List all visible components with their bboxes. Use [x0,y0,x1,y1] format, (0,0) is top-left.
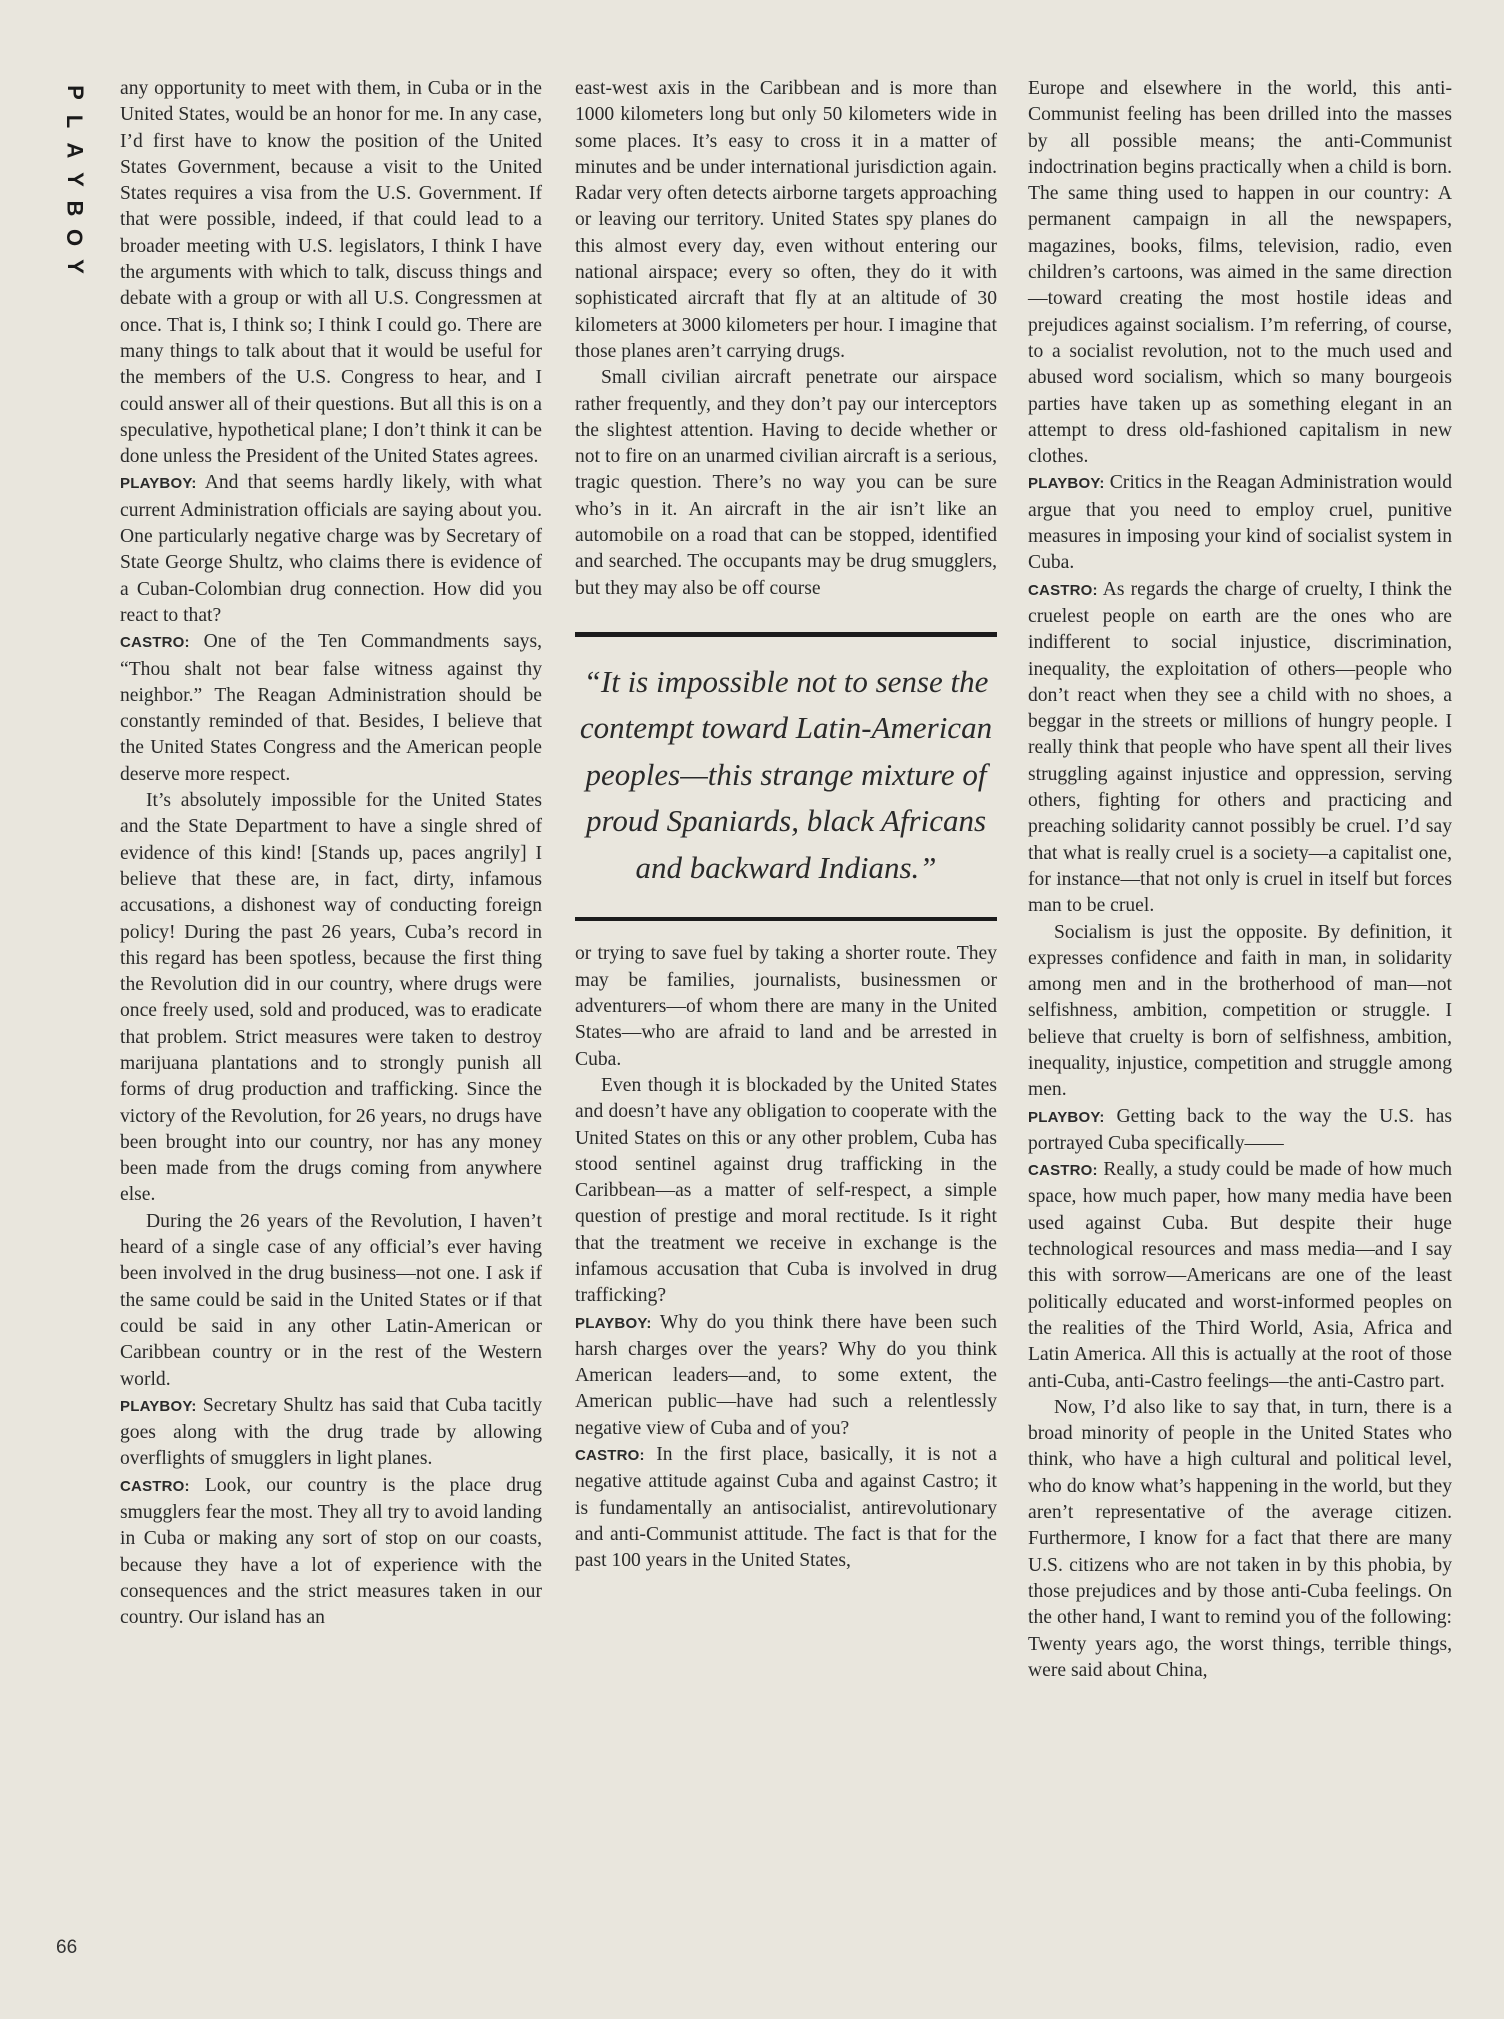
paragraph-text: It’s absolutely impossible for the United States and the State Department to have a single shred of evidence of this kind! [Stands up, paces angrily] I believe that these are, in fact, dirty, infamous accusations, a dishonest way of conducting foreign policy! During the past 26 years, Cuba’s record in this regard has been spotless, because the first thing the Revolution did in our country, where drugs were once freely used, sold and produced, was to eradicate that problem. Strict measures were taken to destroy marijuana plantations and to strongly punish all forms of drug production and trafficking. Since the victory of the Revolution, for 26 years, no drugs have been brought into our country, nor has any money been made from the drugs coming from anywhere else. [120,790,542,1206]
speaker-label: PLAYBOY: [1028,475,1105,493]
speaker-label: PLAYBOY: [575,1314,652,1332]
paragraph [1028,920,1452,1104]
speaker-label: CASTRO: [1028,1162,1098,1180]
interview-exchange [120,470,542,629]
paragraph-text: Europe and elsewhere in the world, this anti-Communist feeling has been drilled into the masses by all possible means; the anti-Communist indoctrination begins practically when a child is born. The same thing used to happen in our country: A permanent campaign in all the newspapers, magazines, books, films, television, radio, even children’s cartoons, was aimed in the same direction—toward creating the most hostile ideas and prejudices against socialism. I’m referring, of course, to a socialist revolution, not to the much used and abused word socialism, which so many bourgeois parties have taken up as something elegant in an attempt to dress old-fashioned capitalism in new clothes. [1028,78,1452,468]
speaker-label: CASTRO: [120,1477,190,1495]
paragraph-text: Really, a study could be made of how much space, how much paper, how many media have been used against Cuba. But despite their huge technological resources and mass media—and I say this with sorrow—Americans are one of the least politically educated and worst-informed peoples on the realities of the Third World, Asia, Africa and Latin America. All this is actually at the root of those anti-Cuba, anti-Castro feelings—the anti-Castro part. [1028,1159,1452,1392]
speaker-label: PLAYBOY: [1028,1108,1105,1126]
interview-exchange [1028,470,1452,576]
paragraph-text: or trying to save fuel by taking a shorter route. They may be families, journalists, businessmen or adventurers—of whom there are many in the United States—who are afraid to land and be arrested in Cuba. [575,943,997,1070]
paragraph-text: Now, I’d also like to say that, in turn, there is a broad minority of people in the United States who think, who have a high cultural and political level, who do know what’s happening in the world, but they aren’t representative of the average citizen. Furthermore, I know for a fact that there are many U.S. citizens who are not taken in by this phobia, by those prejudices and by those anti-Cuba feelings. On the other hand, I want to remind you of the following: Twenty years ago, the worst things, terrible things, were said about China, [1028,1396,1452,1681]
column-2-bottom-text [575,941,997,1574]
column-2-top-text [575,76,997,602]
running-head-letter: L [62,114,88,129]
running-head-letter: P [62,85,88,100]
running-head-letter: O [62,228,88,247]
paragraph [575,76,997,365]
paragraph-text: east-west axis in the Caribbean and is more than 1000 kilometers long but only 50 kilometers wide in some places. It’s easy to cross it in a matter of minutes and be under international jurisdiction again. Radar very often detects airborne targets approaching or leaving our territory. United States spy planes do this almost every day, even without entering our national airspace; every so often, they do it with sophisticated aircraft that fly at an altitude of 30 kilometers at 3000 kilometers per hour. I imagine that those planes aren’t carrying drugs. [575,78,997,362]
paragraph-text: Secretary Shultz has said that Cuba tacitly goes along with the drug trade by allowing overflights of smugglers in light planes. [120,1394,542,1470]
paragraph-text: any opportunity to meet with them, in Cuba or in the United States, would be an honor for me. In any case, I’d first have to know the position of the United States Government, because a visit to the United States requires a visa from the U.S. Government. If that were possible, indeed, if that could lead to a broader meeting with U.S. legislators, I think I have the arguments with which to talk, discuss things and debate with a group or with all U.S. Congressmen at once. That is, I think so; I think I could go. There are many things to talk about that it would be useful for the members of the U.S. Congress to hear, and I could answer all of their questions. But all this is on a speculative, hypothetical plane; I don’t think it can be done unless the President of the United States agrees. [120,78,542,468]
running-head-letter: Y [62,259,88,274]
running-head [54,78,90,281]
column-1-text [120,76,542,1632]
paragraph [120,788,542,1209]
paragraph [575,365,997,602]
paragraph-text: Getting back to the way the U.S. has portrayed Cuba specifically—— [1028,1105,1452,1154]
paragraph-text: In the first place, basically, it is not a negative attitude against Cuba and against Castro; it is fundamentally an antisocialist, antirevolutionary and anti-Communist attitude. The fact is that for the past 100 years in the United States, [575,1444,997,1572]
speaker-label: PLAYBOY: [120,475,197,493]
running-head-letter: Y [62,172,88,187]
paragraph-text: Socialism is just the opposite. By definition, it expresses confidence and faith in man, in solidarity among men and in the brotherhood of man—not selfishness, ambition, competition or struggle. I believe that cruelty is born of selfishness, ambition, inequality, injustice, competition and struggle among men. [1028,921,1452,1101]
interview-exchange [1028,1104,1452,1158]
interview-exchange [120,629,542,788]
paragraph-text: Critics in the Reagan Administration would argue that you need to employ cruel, punitive measures in imposing your kind of socialist system in Cuba. [1028,472,1452,574]
column-3-text [1028,76,1452,1684]
paragraph [1028,76,1452,470]
paragraph-text: Small civilian aircraft penetrate our airspace rather frequently, and they don’t pay our interceptors the slightest attention. Having to decide whether or not to fire on an unarmed civilian aircraft is a serious, tragic question. There’s no way you can be sure who’s in it. An aircraft in the air isn’t like an automobile on a road that can be stopped, identified and searched. The occupants may be drug smugglers, but they may also be off course [575,367,997,599]
column-2 [575,76,997,1575]
running-head-letter: A [62,142,88,159]
paragraph-text: Even though it is blockaded by the United States and doesn’t have any obligation to cooperate with the United States on this or any other problem, Cuba has stood sentinel against drug trafficking in the Caribbean—as a matter of self-respect, a simple question of prestige and moral rectitude. Is it right that the treatment we receive in exchange is the infamous accusation that Cuba is involved in drug trafficking? [575,1074,997,1307]
interview-exchange [120,1473,542,1632]
paragraph-text: Look, our country is the place drug smugglers fear the most. They all try to avoid landing in Cuba or making any sort of stop on our coasts, because they have a lot of experience with the consequences and the strict measures taken in our country. Our island has an [120,1474,542,1629]
pull-quote: “It is impossible not to sense the contempt toward Latin-American peoples—this strange mixture of proud Spaniards, black Africans and backward Indians.” [575,632,997,922]
paragraph-text: As regards the charge of cruelty, I think the cruelest people on earth are the ones who are indifferent to social injustice, discrimination, inequality, the exploitation of others—people who don’t react when they see a child with no shoes, a beggar in the streets or millions of hungry people. I really think that people who have spent all their lives struggling against injustice and oppression, serving others, fighting for others and practicing and preaching solidarity cannot possibly be cruel. I’d say that what is really cruel is a society—a capitalist one, for instance—that not only is cruel in itself but forces man to be cruel. [1028,578,1452,917]
page-number: 66 [56,1937,78,1958]
interview-exchange [575,1442,997,1574]
interview-exchange [120,1393,542,1473]
interview-exchange [575,1310,997,1442]
column-3 [1028,76,1452,1684]
column-1 [120,76,542,1632]
paragraph [575,1073,997,1310]
paragraph-text: During the 26 years of the Revolution, I haven’t heard of a single case of any official’s ever having been involved in the drug business—not one. I ask if the same could be said in the United States or if that could be said in any other Latin-American or Caribbean country or in the rest of the Western world. [120,1210,542,1390]
paragraph-text: And that seems hardly likely, with what current Administration officials are saying about you. One particularly negative charge was by Secretary of State George Shultz, who claims there is evidence of a Cuban-Colombian drug connection. How did you react to that? [120,472,542,626]
speaker-label: CASTRO: [1028,581,1098,599]
paragraph [120,76,542,470]
running-head-letter: B [62,200,88,217]
paragraph [575,941,997,1072]
paragraph-text: Why do you think there have been such harsh charges over the years? Why do you think American leaders—and, to some extent, the American public—have had such a relentlessly negative view of Cuba and of you? [575,1311,997,1439]
paragraph-text: One of the Ten Commandments says, “Thou shalt not bear false witness against thy neighbor.” The Reagan Administration should be constantly reminded of that. Besides, I believe that the United States Congress and the American people deserve more respect. [120,631,542,785]
interview-exchange [1028,577,1452,920]
speaker-label: CASTRO: [120,634,190,652]
paragraph [120,1209,542,1393]
speaker-label: CASTRO: [575,1447,645,1465]
paragraph [1028,1395,1452,1684]
speaker-label: PLAYBOY: [120,1397,197,1415]
interview-exchange [1028,1157,1452,1395]
